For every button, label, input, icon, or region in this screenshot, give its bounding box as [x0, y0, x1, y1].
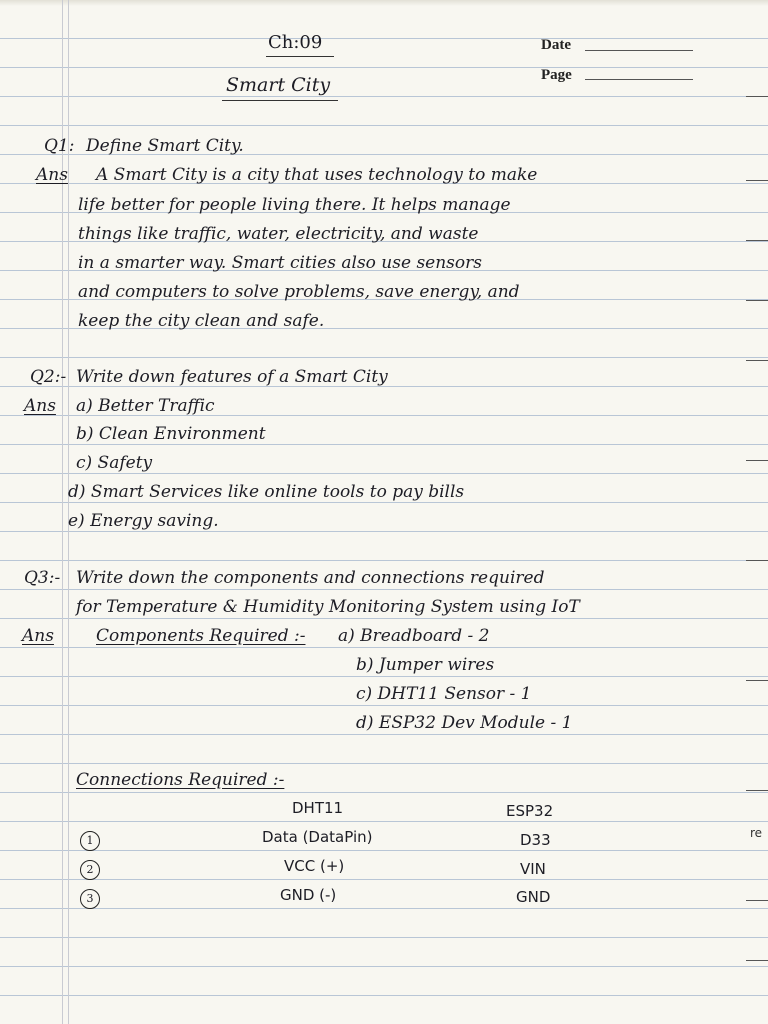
table-row — [80, 858, 100, 880]
q1-question: Define Smart City. — [86, 136, 244, 156]
table-row — [80, 887, 100, 909]
table-cell-dht: VCC (+) — [284, 857, 345, 875]
page-edge-tick — [746, 240, 768, 241]
chapter-underline — [266, 56, 334, 57]
table-row — [80, 829, 100, 851]
table-cell-esp: GND — [516, 888, 551, 906]
title-underline — [222, 100, 338, 101]
date-field-line — [585, 50, 693, 51]
q2-question: Write down features of a Smart City — [76, 367, 388, 387]
page-edge-tick — [746, 96, 768, 97]
q1-label: Q1: — [44, 136, 75, 156]
q1-answer-line: things like traffic, water, electricity, and waste — [78, 224, 479, 244]
page-edge-tick — [746, 180, 768, 181]
q3-answer-label: Ans — [22, 626, 54, 646]
table-cell-esp: D33 — [520, 831, 551, 849]
components-heading: Components Required :- — [96, 626, 306, 646]
row-number-badge: 2 — [80, 860, 100, 880]
q1-answer-line: in a smarter way. Smart cities also use sensors — [78, 253, 482, 273]
q2-item: e) Energy saving. — [68, 511, 219, 531]
q2-item: d) Smart Services like online tools to pay bills — [68, 482, 465, 502]
page-edge-tick — [746, 360, 768, 361]
connections-heading: Connections Required :- — [76, 770, 285, 790]
page-top-edge — [0, 0, 768, 6]
page-edge-tick — [746, 680, 768, 681]
chapter-number: Ch:09 — [268, 32, 323, 53]
q3-question-line: for Temperature & Humidity Monitoring System using IoT — [76, 597, 580, 617]
page-edge-tick — [746, 790, 768, 791]
date-label: Date — [541, 37, 571, 53]
q2-item: b) Clean Environment — [76, 424, 266, 444]
page-title: Smart City — [226, 74, 331, 96]
q1-answer-line: keep the city clean and safe. — [78, 311, 325, 331]
table-header-dht11: DHT11 — [292, 799, 344, 817]
page-label: Page — [541, 67, 572, 83]
q1-answer-label: Ans — [36, 165, 68, 185]
page-edge-tick — [746, 300, 768, 301]
page-edge-tick — [746, 960, 768, 961]
table-header-esp32: ESP32 — [506, 802, 554, 820]
q2-item: c) Safety — [76, 453, 153, 473]
q3-label: Q3:- — [24, 568, 61, 588]
q1-answer-line: life better for people living there. It helps manage — [78, 195, 511, 215]
component-item: d) ESP32 Dev Module - 1 — [356, 713, 573, 733]
q1-answer-line: A Smart City is a city that uses technology to make — [96, 165, 538, 185]
component-item: a) Breadboard - 2 — [338, 626, 490, 646]
page-edge-tick — [746, 560, 768, 561]
q2-label: Q2:- — [30, 367, 67, 387]
row-number-badge: 3 — [80, 889, 100, 909]
q2-answer-label: Ans — [24, 396, 56, 416]
component-item: b) Jumper wires — [356, 655, 495, 675]
page-edge-tick — [746, 900, 768, 901]
table-cell-dht: Data (DataPin) — [262, 828, 373, 846]
q2-item: a) Better Traffic — [76, 396, 215, 416]
page-field-line — [585, 79, 693, 80]
q1-answer-line: and computers to solve problems, save energy, and — [78, 282, 520, 302]
table-cell-esp: VIN — [520, 860, 546, 878]
row-number-badge: 1 — [80, 831, 100, 851]
table-cell-dht: GND (-) — [280, 886, 337, 904]
q3-question-line: Write down the components and connections required — [76, 568, 545, 588]
edge-text-fragment: re — [750, 826, 763, 840]
page-edge-tick — [746, 460, 768, 461]
component-item: c) DHT11 Sensor - 1 — [356, 684, 532, 704]
